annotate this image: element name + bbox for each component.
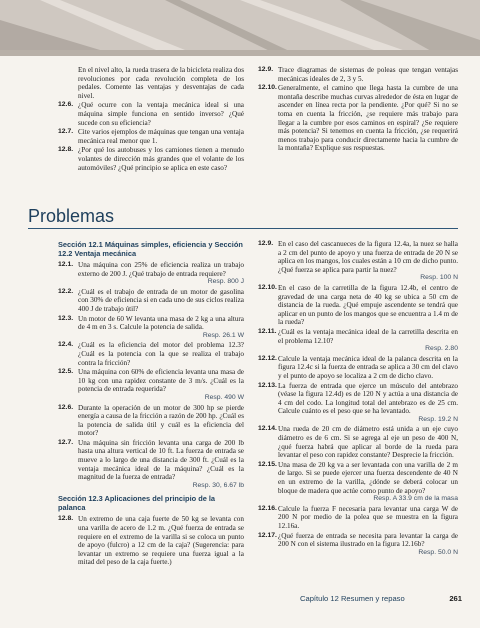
exercise-text: En el nivel alto, la rueda trasera de la bicicleta realiza dos revoluciones por cada revolución completa de los pedales. Comente las ventajas y desventajas de cada nivel. <box>78 66 244 100</box>
exercise-answer: Resp. 19.2 N <box>418 415 458 423</box>
exercise-number: 12.8. <box>58 146 74 154</box>
exercise-number: 12.6. <box>58 403 74 411</box>
exercise-text: Calcule la fuerza F necesaria para levantar una carga W de 200 N por medio de la polea que se muestra en la figura 12.16a. <box>278 504 458 530</box>
exercise-answer: Resp. 490 W <box>204 393 244 401</box>
exercise-item <box>58 341 244 367</box>
exercise-number: 12.2. <box>58 287 74 295</box>
exercise-number: 12.14. <box>258 425 277 433</box>
exercise-number: 12.1. <box>58 261 74 268</box>
problems-left-column <box>58 236 244 568</box>
exercise-text: ¿Qué fuerza de entrada se necesita para levantar la carga de 200 N con el sistema ilustrado en la figura 12.16b? <box>278 531 458 549</box>
exercise-item <box>258 284 458 327</box>
exercise-number: 12.7. <box>58 438 74 446</box>
exercise-text: Una máquina con 60% de eficiencia levanta una masa de 10 kg con una rapidez constante de 3 m/s. ¿Cuál es la potencia de entrada requerida? <box>78 368 244 394</box>
page-number: 261 <box>449 594 462 603</box>
exercise-answer: Resp. 2.80 <box>425 345 458 353</box>
exercise-number: 12.4. <box>58 341 74 349</box>
exercise-text: Una máquina sin fricción levanta una carga de 200 lb hasta una altura vertical de 10 ft. La fuerza de entrada se mueve a lo largo de una distancia de 300 ft. ¿Cuál es la ventaja mecánica ideal de la máquina? ¿Cuál es la magnitud de la fuerza de entrada? <box>78 438 244 482</box>
exercise-text: Una máquina con 25% de eficiencia realiza un trabajo externo de 200 J. ¿Qué trabajo de entrada requiere? <box>78 261 244 278</box>
exercise-answer: Resp. 100 N <box>420 274 458 282</box>
exercise-text: ¿Cuál es la eficiencia del motor del problema 12.3? ¿Cuál es la potencia con la que se realiza el trabajo contra la fricción? <box>78 341 244 367</box>
exercise-item <box>58 315 244 341</box>
header-photo-banner <box>0 0 480 56</box>
exercise-item <box>258 532 458 558</box>
exercise-text: En el caso de la carretilla de la figura 12.4b, el centro de gravedad de una carga neta de 40 kg se ubica a 50 cm de distancia de la rueda. ¿Qué empuje ascendente se tendrá que aplicar en un punto de los mangos que se encuentra a 1.4 m de la rueda? <box>278 283 458 327</box>
exercise-text: ¿Cuál es la ventaja mecánica ideal de la carretilla descrita en el problema 12.10? <box>278 327 458 345</box>
exercise-text: ¿Qué ocurre con la ventaja mecánica ideal si una máquina simple funciona en sentido inverso? ¿Qué sucede con su eficiencia? <box>78 101 244 127</box>
exercise-item <box>58 515 244 567</box>
exercise-item <box>58 101 244 127</box>
exercise-text: Una rueda de 20 cm de diámetro está unida a un eje cuyo diámetro es de 6 cm. Si se agrega al eje un peso de 400 N, ¿qué fuerza habrá que aplicar al borde de la rueda para levantar el peso con rapidez constante? Desprecie la fricción. <box>278 425 458 460</box>
exercise-number: 12.8. <box>58 515 74 523</box>
exercise-text: La fuerza de entrada que ejerce un músculo del antebrazo (véase la figura 12.4d) es de 120 N y actúa a una distancia de 4 cm del codo. La longitud total del antebrazo es de 25 cm. Calcule cuánto es el peso que se ha levantado. <box>278 381 458 416</box>
title-rule <box>28 228 458 229</box>
exercise-item <box>258 355 458 381</box>
exercise-text: ¿Cuál es el trabajo de entrada de un motor de gasolina con 30% de eficiencia si en cada uno de sus ciclos realiza 400 J de trabajo útil? <box>78 287 244 313</box>
exercise-item <box>58 404 244 438</box>
banner-decoration <box>0 0 480 56</box>
exercise-answer: Resp. 50.0 N <box>418 548 458 556</box>
exercise-item <box>58 439 244 491</box>
exercise-text: Una masa de 20 kg va a ser levantada con una varilla de 2 m de largo. Si se puede ejercer una fuerza descendente de 40 N en un extremo de la varilla, ¿dónde se deberá colocar un bloque de madera que actúe como punto de apoyo? <box>278 460 458 495</box>
top-right-column <box>258 66 458 154</box>
exercise-text: Un motor de 60 W levanta una masa de 2 kg a una altura de 4 m en 3 s. Calcule la potencia de salida. <box>78 314 244 332</box>
exercise-text: Durante la operación de un motor de 300 hp se pierde energía a causa de la fricción a razón de 200 hp. ¿Cuál es la potencia de salida útil y cuál es la eficiencia del motor? <box>78 403 244 438</box>
problems-title: Problemas <box>28 206 115 226</box>
exercise-item <box>58 368 244 402</box>
exercise-answer: Resp. 30, 6.67 lb <box>192 481 244 489</box>
exercise-number: 12.17. <box>258 531 277 539</box>
exercise-answer: Resp. 800 J <box>207 278 244 286</box>
exercise-item <box>58 288 244 314</box>
exercise-number: 12.11. <box>258 327 277 335</box>
exercise-text: Cite varios ejemplos de máquinas que tengan una ventaja mecánica real menor que 1. <box>78 128 244 145</box>
exercise-item <box>58 128 244 145</box>
exercise-number: 12.10. <box>258 283 277 291</box>
exercise-number: 12.9. <box>258 240 274 247</box>
exercise-number: 12.6. <box>58 101 74 109</box>
exercise-item <box>258 328 458 354</box>
exercise-item <box>258 84 458 153</box>
exercise-number: 12.5. <box>58 368 74 376</box>
section-heading: Sección 12.3 Aplicaciones del principio de la palanca <box>58 494 216 513</box>
exercise-answer: Resp. 26.1 W <box>202 331 244 339</box>
exercise-item <box>258 240 458 283</box>
exercise-item <box>258 505 458 531</box>
exercise-answer: Resp. A 33.9 cm de la masa <box>373 495 458 503</box>
exercise-number: 12.9. <box>258 66 274 73</box>
exercise-item <box>58 146 244 172</box>
exercise-number: 12.7. <box>58 128 74 136</box>
exercise-number: 12.3. <box>58 314 74 322</box>
exercise-number: 12.13. <box>258 381 277 389</box>
page-footer <box>300 594 462 606</box>
exercise-item <box>258 461 458 504</box>
exercise-item <box>258 382 458 425</box>
exercise-number: 12.15. <box>258 460 277 468</box>
exercise-text: Calcule la ventaja mecánica ideal de la palanca descrita en la figura 12.4c si la fuerza de entrada se aplica a 30 cm del clavo y el punto de apoyo se localiza a 2 cm de dicho clavo. <box>278 354 458 380</box>
exercise-text: ¿Por qué los autobuses y los camiones tienen a menudo volantes de dirección más grandes que el volante de los automóviles? ¿Qué principio se aplica en este caso? <box>78 146 244 172</box>
problems-right-column <box>258 240 458 558</box>
exercise-text: Generalmente, el camino que llega hasta la cumbre de una montaña describe muchas curvas alrededor de ésta en lugar de ascender en línea recta por la pendiente. ¿Por qué? Si no se toma en cuenta la fricción, ¿se requiere más trabajo para llegar a la cumbre por esos caminos en espiral? ¿Se requiere más potencia? Si tenemos en cuenta la fricción, ¿se requerirá menos trabajo para conducir directamente hacia la cumbre de la montaña? Explique sus respuestas. <box>278 84 458 153</box>
exercise-item <box>258 425 458 459</box>
exercise-number: 12.12. <box>258 354 277 362</box>
exercise-text: En el caso del cascanueces de la figura 12.4a, la nuez se halla a 2 cm del punto de apoyo y una fuerza de entrada de 20 N se aplica en los mangos, los cuales están a 10 cm de dicho punto. ¿Qué fuerza se aplica para partir la nuez? <box>278 240 458 274</box>
exercise-text: Trace diagramas de sistemas de poleas que tengan ventajas mecánicas ideales de 2, 3 y 5. <box>278 66 458 83</box>
footer-chapter: Capítulo 12 Resumen y repaso <box>300 594 405 603</box>
top-left-column <box>58 66 244 173</box>
exercise-item <box>58 261 244 287</box>
exercise-number: 12.16. <box>258 504 277 512</box>
section-heading: Sección 12.1 Máquinas simples, eficiencia y Sección 12.2 Ventaja mecánica <box>58 240 243 258</box>
exercise-number: 12.10. <box>258 84 277 92</box>
exercise-item <box>258 66 458 83</box>
exercise-item <box>58 66 244 100</box>
exercise-text: Un extremo de una caja fuerte de 50 kg se levanta con una varilla de acero de 1.2 m. ¿Qué fuerza de entrada se requiere en el extremo de la varilla si se coloca un punto de apoyo (fulcro) a 12 cm de la caja? (Sugerencia: para levantar un extremo se requiere una fuerza igual a la mitad del peso de la caja fuerte.) <box>78 515 244 567</box>
